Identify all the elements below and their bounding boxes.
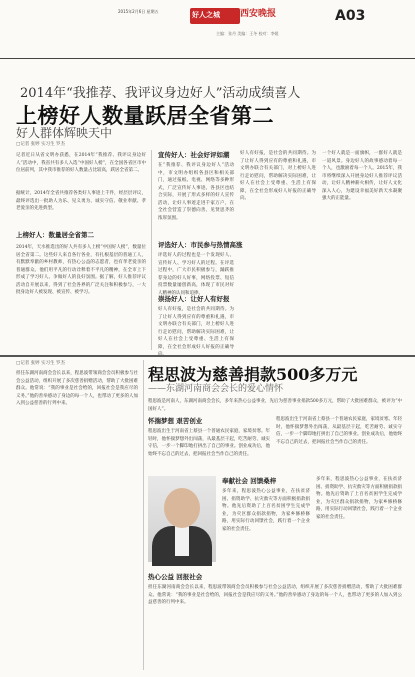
story1-section-b-title: 宣传好人：社会好评如潮: [158, 151, 230, 159]
newspaper-brand: 西安晚报: [240, 9, 277, 19]
story2-intro: 程思波是河南人，东湖河南商会会长，多年来热心公益事业，先后为慈善事业捐款500多万元，帮助了大批困难群众，被评为“中国好人”。: [148, 399, 402, 412]
story2-left-column: 担任东湖河南商会会长以来，程思波带领商会会员积极参与社会公益活动，组织开展了多次慈善捐赠活动，帮助了大批困难群众。他常说：“我的事业是社会给的，回报社会是我应尽的义务。”他的善举感动了身边的每一个人，也带动了更多的人加入到公益慈善的行列中来。: [16, 371, 138, 406]
story1-section-d-text: 好人有好报，是社会的共同期待。为了让好人得到应有的尊重和礼遇，市文明办联合有关部门，对上榜好人进行走访慰问，帮助解决实际困难，让好人在社会上受尊重、生活上有保障，在全社会形成好人好报的正确导: [158, 307, 234, 350]
story2-section-b-text: 多年来，程思波热心公益事业，在扶贫济困、捐资助学、抗灾救灾等方面积极捐款捐物。他先后资助了上百名贫困学生完成学业，为灾区群众捐款捐物，为家乡修桥修路，用实际行动回馈社会，践行着一个企业家的社会责任。: [222, 489, 310, 532]
story1-intro: 记者近日从省文明办获悉，在2014年“我推荐、我评议身边好人”活动中，我省共有多人入选“中国好人榜”，在全国各省区市中位居前列，其中我市推荐的好人数量占比较高，跃居全省第二。: [16, 153, 146, 173]
column-banner-text: 好人之城: [192, 11, 220, 19]
page-number: A03: [335, 8, 366, 24]
story-divider: [0, 355, 415, 357]
column-divider: [151, 150, 152, 350]
story2-section-a-text: 程思波出生于河南省上蔡县一个普通农民家庭，家境贫寒。年轻时，他怀揣梦想外出闯荡，从最基层干起，吃苦耐劳、诚实守信，一步一个脚印地打拼出了自己的事业。创业成功后，他始终不忘自己的过去，把回报社会当作自己的责任。: [148, 429, 270, 457]
story1-intro2: 据统计，2014年全省共推荐各类好人事迹上千件，经层层评议，最终评选出一批助人为乐、见义勇为、诚实守信、敬业奉献、孝老爱亲的先进典型。: [16, 191, 146, 211]
portrait-photo: [148, 476, 216, 562]
story2-section-c-text: 担任东湖河南商会会长以来，程思波带领商会会员积极参与社会公益活动，组织开展了多次慈善捐赠活动，帮助了大批困难群众。他常说：“我的事业是社会给的，回报社会是我应尽的义务。”他的善举感动了身边的每一个人，也带动了更多的人加入到公益慈善的行列中来。: [148, 585, 402, 605]
issue-date: 2015年2月6日 星期五: [118, 9, 159, 14]
story1-continued-text: 好人有好报，是社会的共同期待。为了让好人得到应有的尊重和礼遇，市文明办联合有关部门，对上榜好人进行走访慰问，帮助解决实际困难，让好人在社会上受尊重、生活上有保障，在全社会形成好人好报的正确导向。: [240, 151, 316, 201]
story1-kicker: 2014年“我推荐、我评议身边好人”活动成绩喜人: [20, 86, 301, 101]
story2-section-a-title: 怀揣梦想 艰苦创业: [148, 417, 203, 425]
header-rule: [0, 58, 415, 59]
editor-credits: 主编：张丹 美编：王冬 校对：李媛: [216, 31, 279, 36]
story1-byline: □记者 张婷 实习生 罗杰: [16, 142, 66, 147]
story2-column-divider: [143, 360, 144, 670]
portrait-face: [164, 488, 200, 528]
story1-subhead: 好人群体辉映天中: [16, 126, 113, 140]
story2-byline: □记者 张婷 实习生 罗杰: [16, 361, 66, 366]
story2-right-text: 程思波出生于河南省上蔡县一个普通农民家庭，家境贫寒。年轻时，他怀揣梦想外出闯荡，从最基层干起，吃苦耐劳、诚实守信，一步一个脚印地打拼出了自己的事业。创业成功后，他始终不忘自己的过去，把回报社会当作自己的责任。: [276, 417, 402, 445]
story1-section-a-title: 上榜好人：数量居全省第二: [16, 231, 94, 239]
story1-section-a-text: 2014年，天水推选出的好人共有多人上榜“中国好人榜”，数量位居全省第二。这些好人来自各行各业，有扎根基层的普通工人，有默默奉献的乡村教师，有热心公益的志愿者，也有孝老爱亲的普通群众。他们用平凡的行动诠释着不平凡的精神，在全市上下形成了学习好人、争做好人的良好氛围。据了解，好人推荐评议活动自开展以来，得到了社会各界的广泛关注和积极参与，一大批身边好人被发现、被宣传、被学习。: [16, 245, 146, 295]
story2-subhead: ——东湖河南商会会长的爱心情怀: [148, 384, 284, 394]
story1-closing-text: 一个好人就是一面旗帜，一群好人就是一道风景。身边好人的故事感动着每一个人，也激励着每一个人。2015年，我市将继续深入开展身边好人推荐评议活动，让好人精神薪火相传，让好人文化深入人心，为建设幸福美好新天水凝聚强大的正能量。: [322, 151, 402, 201]
story1-section-b-text: 在“我推荐、我评议身边好人”活动中，市文明办组织各县区和相关部门，通过报纸、电视、网络等多种形式，广泛宣传好人事迹。各县区也结合实际，开展了形式多样的好人宣传活动，让好人事迹走进千家万户，在全社会营造了崇德向善、见贤思齐的浓厚氛围。: [158, 163, 234, 221]
story1-headline: 上榜好人数量跃居全省第二: [16, 103, 274, 128]
story1-section-c-title: 评选好人：市民参与热情高涨: [158, 241, 243, 249]
story1-section-d-title: 崇扬好人：让好人有好报: [158, 295, 230, 303]
story2-headline: 程思波为慈善捐款500多万元: [148, 365, 358, 384]
story2-section-b-title: 奉献社会 回馈桑梓: [222, 477, 277, 485]
story2-section-c-title: 热心公益 回报社会: [148, 573, 203, 581]
story2-right-text-2: 多年来，程思波热心公益事业，在扶贫济困、捐资助学、抗灾救灾等方面积极捐款捐物。他先后资助了上百名贫困学生完成学业，为灾区群众捐款捐物，为家乡修桥修路，用实际行动回馈社会，践行着一个企业家的社会责任。: [316, 477, 402, 520]
story1-section-c-text: 评选好人的过程也是一个发现好人、宣传好人、学习好人的过程。在评选过程中，广大市民积极参与，踊跃推荐身边的好人好事，网络投票、短信投票数量屡创新高，体现了市民对好人精神的认同和追捧。: [158, 253, 234, 296]
portrait-shirt: [175, 526, 189, 556]
